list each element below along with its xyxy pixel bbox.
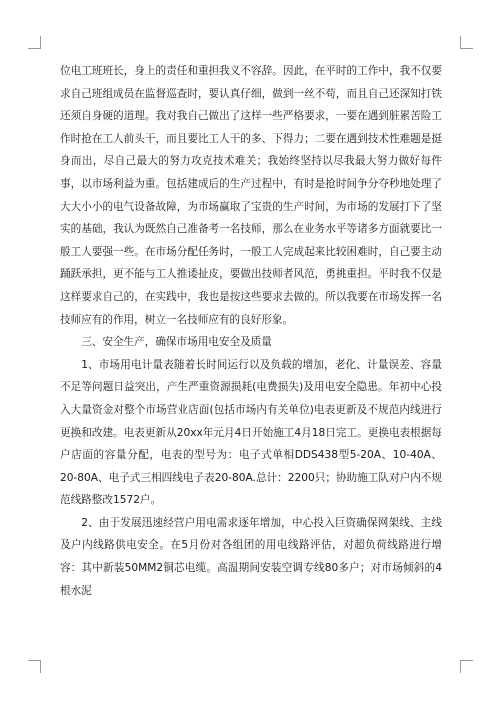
crop-mark-top-left bbox=[28, 36, 41, 49]
crop-mark-bottom-left bbox=[28, 660, 41, 673]
paragraph-item-2: 2、由于发展迅速经营户用电需求逐年增加，中心投入巨资确保网架线、主线及户内线路供电安全。在5月份对各组团的用电线路评估，对超负荷线路进行增容：其中新装50MM2铜芯电缆。高温期间安装空调专线80多户；对市场倾斜的4根水泥 bbox=[60, 516, 442, 597]
section-heading: 三、安全生产，确保市场用电安全及质量 bbox=[81, 336, 272, 349]
paragraph-continuation: 位电工班班长，身上的责任和重担我义不容辞。因此，在平时的工作中，我不仅要求自己班组成员在监督巡查时，要认真仔细，做到一丝不苟，而且自己还深知打铁还须自身硬的道理。我对我自己做出了这样一些严格要求，一要在遇到脏累苦险工作时抢在工人前头干，而且要比工人干的多、下得力；二要在遇到技术性难题是挺身而出，尽自己最大的努力攻克技术难关；我始终坚持以尽我最大努力做好每件事，以市场利益为重。包括建成后的生产过程中，有时是抢时间争分夺秒地处理了大大小小的电气设备故障，为市场赢取了宝贵的生产时间，为市场的发展打下了坚实的基础，我认为既然自己准备考一名技师，那么在业务水平等诸多方面就要比一般工人要强一些。在市场分配任务时，一般工人完成起来比较困难时，自己要主动踊跃承担，更不能与工人推诿扯皮，要做出技师者风范，勇挑重担。平时我不仅是这样要求自己的，在实践中，我也是按这些要求去做的。所以我要在市场发挥一名技师应有的作用，树立一名技师应有的良好形象。 bbox=[60, 65, 442, 326]
crop-mark-bottom-right bbox=[460, 660, 473, 673]
document-body bbox=[60, 60, 442, 602]
crop-mark-top-right bbox=[460, 36, 473, 49]
paragraph-item-1: 1、市场用电计量表随着长时间运行以及负载的增加，老化、计量误差、容量不足等问题日益突出，产生严重资源损耗(电费损失)及用电安全隐患。年初中心投入大量资金对整个市场营业店面(包括市场内有关单位)电表更新及不规范内线进行更换和改建。电表更新从20xx年元月4日开始施工4月18日完工。更换电表根据每户店面的容量分配，电表的型号为：电子式单相DDS438型5-20A、10-40A、20-80A、电子式三相四线电子表20-80A.总计：2200只；协助施工队对户内不规范线路整改1572户。 bbox=[60, 358, 442, 507]
